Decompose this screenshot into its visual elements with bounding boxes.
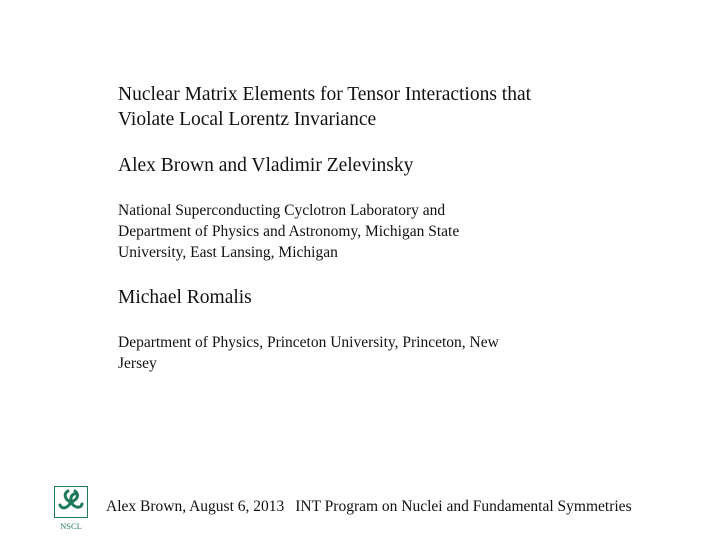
- secondary-affiliation-line-1: Department of Physics, Princeton University, Princeton, New: [118, 334, 499, 351]
- slide-footer: [54, 486, 674, 532]
- footer-text: [106, 497, 632, 517]
- footer-program: INT Program on Nuclei and Fundamental Symmetries: [295, 498, 632, 515]
- spacer: [118, 132, 588, 153]
- secondary-affiliation: [118, 332, 588, 374]
- primary-affiliation-line-3: University, East Lansing, Michigan: [118, 244, 338, 261]
- title-line-1: Nuclear Matrix Elements for Tensor Interactions that: [118, 84, 532, 105]
- spacer: [118, 263, 588, 285]
- primary-authors: Alex Brown and Vladimir Zelevinsky: [118, 155, 414, 176]
- title-line-2: Violate Local Lorentz Invariance: [118, 109, 377, 130]
- slide-content: [118, 82, 588, 374]
- primary-affiliation: [118, 200, 588, 263]
- secondary-author: Michael Romalis: [118, 287, 252, 308]
- nscl-logo: [54, 486, 88, 532]
- spacer: [118, 310, 588, 332]
- nscl-logo-label: NSCL: [60, 521, 82, 531]
- footer-presenter-date: Alex Brown, August 6, 2013: [106, 498, 285, 515]
- secondary-affiliation-line-2: Jersey: [118, 355, 157, 372]
- primary-affiliation-line-1: National Superconducting Cyclotron Laboratory and: [118, 202, 446, 219]
- slide-title: [118, 82, 588, 132]
- nscl-swirl-logo-icon: [54, 486, 88, 532]
- primary-affiliation-line-2: Department of Physics and Astronomy, Michigan State: [118, 223, 460, 240]
- spacer: [118, 178, 588, 200]
